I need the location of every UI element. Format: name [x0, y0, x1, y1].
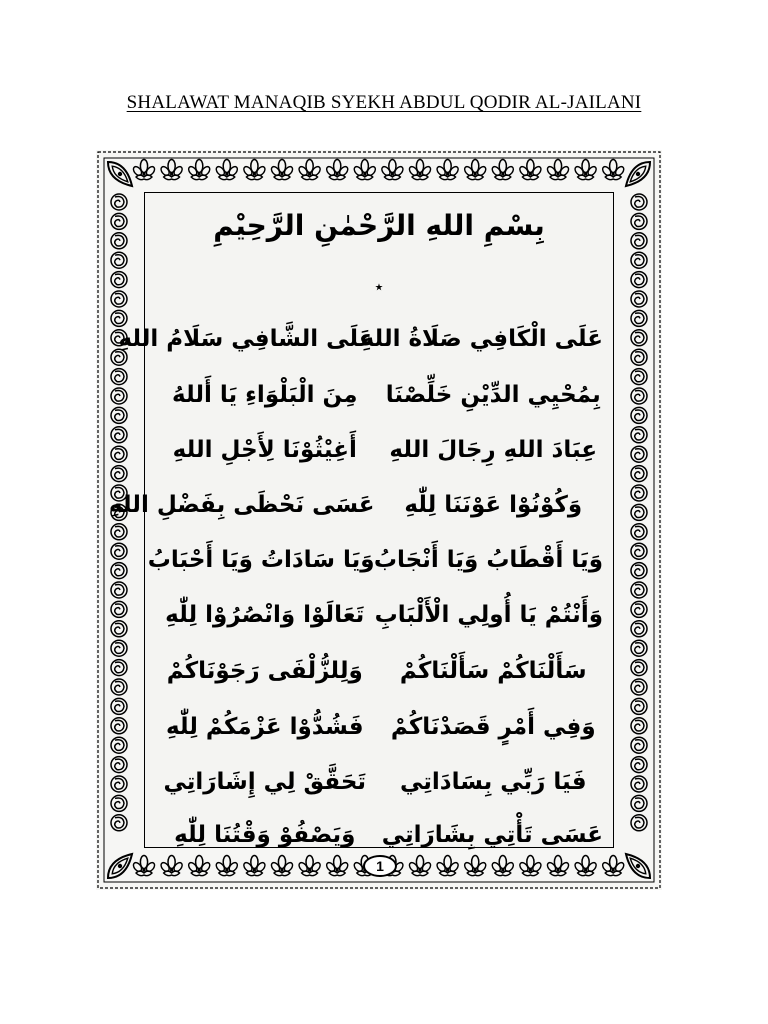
verse-hemistich-left: عَلَى الشَّافِي سَلَامُ اللهِ — [118, 326, 375, 352]
verse-hemistich-left: وَيَصْفُوْ وَقْتُنَا لِلّٰهِ — [174, 822, 356, 848]
verse-hemistich-right: عَلَى الْكَافِي صَلَاةُ اللهِ — [360, 326, 603, 352]
verse-row-10 — [155, 813, 603, 857]
verse-hemistich-left: تَحَقَّقْ لِي إِشَارَاتِي — [163, 769, 367, 795]
verse-hemistich-right: وَيَا أَقْطَابُ وَيَا أَنْجَابُ — [373, 547, 603, 573]
verse-hemistich-right: فَيَا رَبِّي بِسَادَاتِي — [399, 769, 587, 795]
verse-row-7 — [155, 649, 603, 693]
verse-hemistich-left: فَشُدُّوْا عَزْمَكُمْ لِلّٰهِ — [165, 714, 364, 740]
verse-row-5 — [147, 538, 603, 582]
verse-hemistich-left: تَعَالَوْا وَانْصُرُوْا لِلّٰهِ — [165, 602, 365, 628]
verse-hemistich-right: وَكُوْنُوْا عَوْنَنَا لِلّٰهِ — [404, 492, 583, 518]
verse-row-2 — [155, 373, 603, 417]
verse-row-9 — [155, 760, 603, 804]
verse-hemistich-right: سَأَلْنَاكُمْ سَأَلْنَاكُمْ — [399, 658, 587, 684]
verse-hemistich-left: عَسَى نَحْظَى بِفَضْلِ اللهِ — [108, 492, 375, 518]
verse-hemistich-left: وَلِلزُّلْفَى رَجَوْنَاكُمْ — [166, 658, 363, 684]
verse-hemistich-left: وَيَا سَادَاتُ وَيَا أَحْبَابُ — [147, 547, 375, 573]
verse-row-3 — [155, 428, 603, 472]
document-title — [0, 92, 768, 114]
verse-row-8 — [155, 705, 603, 749]
verse-hemistich-left: أَغِيْثُوْنَا لِأَجْلِ اللهِ — [172, 437, 357, 463]
verse-hemistich-right: وَفِي أَمْرٍ قَصَدْنَاكُمْ — [390, 714, 596, 740]
verse-hemistich-right: وَأَنْتُمْ يَا أُولِي الْأَلْبَابِ — [374, 602, 603, 628]
text-panel — [108, 192, 614, 848]
verse-row-6 — [155, 593, 603, 637]
verse-hemistich-right: عَسَى تَأْتِي بِشَارَاتِي — [381, 822, 603, 848]
verse-hemistich-left: مِنَ الْبَلْوَاءِ يَا أَللهُ — [172, 382, 358, 408]
verse-row-1 — [118, 317, 603, 361]
document-title-text: SHALAWAT MANAQIB SYEKH ABDUL QODIR AL-JAILANI — [126, 92, 642, 113]
verse-separator-mark: ٭ — [374, 277, 384, 296]
verse-hemistich-right: عِبَادَ اللهِ رِجَالَ اللهِ — [389, 437, 598, 463]
basmala: بِسْمِ اللهِ الرَّحْمٰنِ الرَّحِيْمِ — [213, 209, 545, 242]
ornamental-page-frame — [96, 150, 662, 890]
verse-hemistich-right: بِمُحْيِي الدِّيْنِ خَلِّصْنَا — [385, 382, 601, 408]
verse-row-4 — [108, 483, 603, 527]
page-number-badge: 1 — [363, 855, 397, 877]
